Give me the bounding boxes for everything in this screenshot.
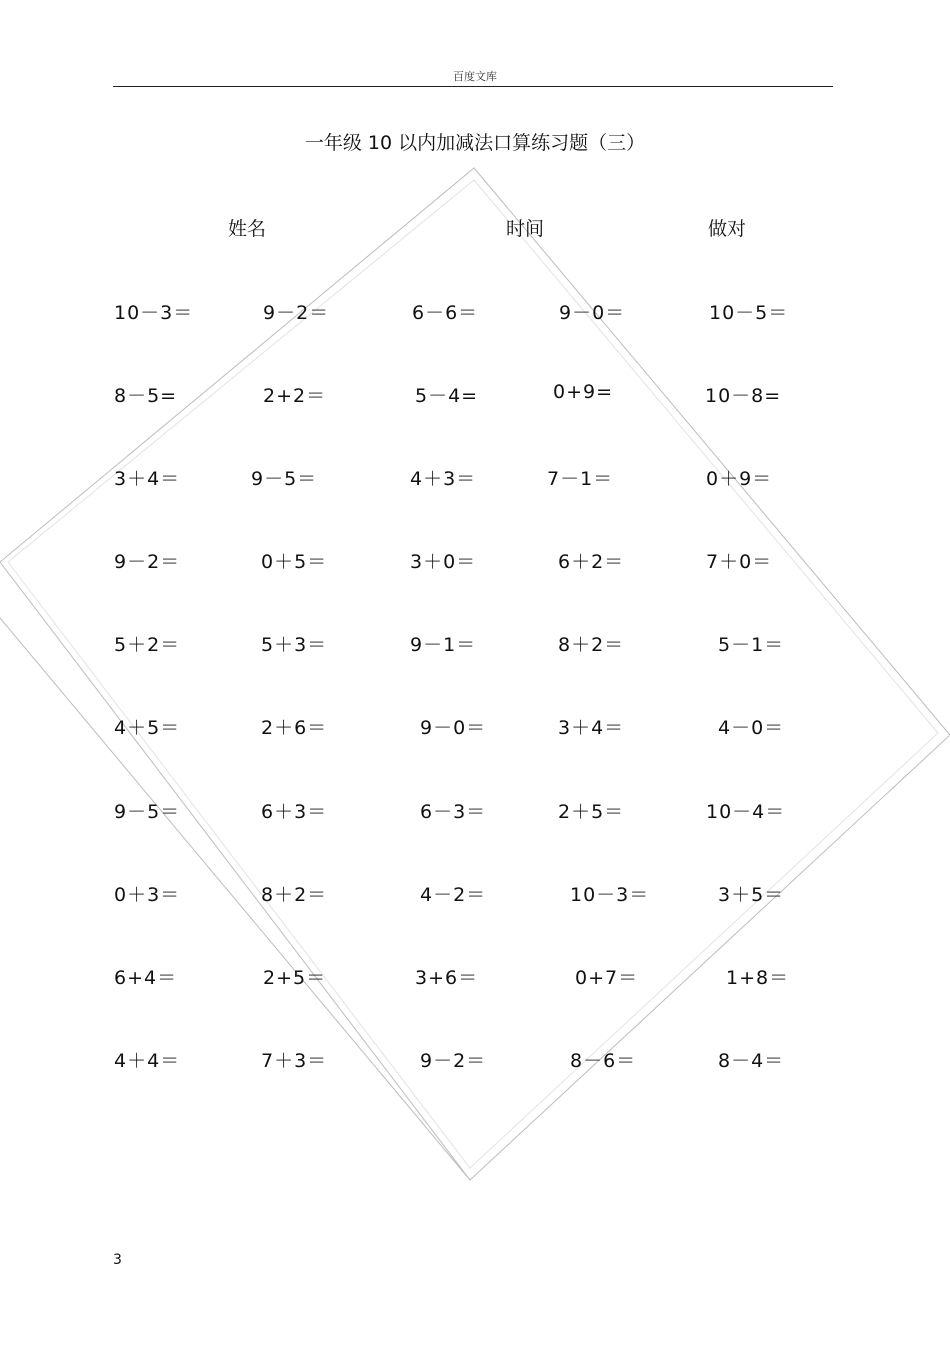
problem-r10-c3: 9－2＝ — [420, 1050, 487, 1072]
problem-r5-c2: 5＋3＝ — [261, 634, 328, 656]
watermark-left-edge — [0, 618, 470, 1180]
problem-r7-c2: 6＋3＝ — [261, 801, 328, 823]
problem-r2-c5: 10－8= — [705, 385, 782, 407]
problem-r8-c1: 0＋3＝ — [114, 884, 181, 906]
problem-r7-c4: 2＋5＝ — [558, 801, 625, 823]
time-label: 时间 — [506, 218, 545, 240]
problem-r9-c3: 3+6＝ — [415, 967, 479, 989]
problem-r9-c4: 0+7＝ — [575, 967, 639, 989]
problem-r8-c3: 4－2＝ — [420, 884, 487, 906]
problem-r9-c5: 1+8＝ — [726, 967, 790, 989]
problem-r3-c3: 4＋3＝ — [410, 468, 477, 490]
problem-r4-c2: 0＋5＝ — [261, 551, 328, 573]
header-source: 百度文库 — [453, 70, 497, 83]
problem-r1-c3: 6－6＝ — [412, 302, 479, 324]
problem-r4-c1: 9－2＝ — [114, 551, 181, 573]
problem-r6-c1: 4＋5＝ — [114, 717, 181, 739]
problem-r10-c2: 7＋3＝ — [261, 1050, 328, 1072]
problem-r2-c3: 5－4= — [415, 385, 479, 407]
problem-r9-c2: 2+5＝ — [263, 967, 327, 989]
page-number: 3 — [113, 1252, 122, 1268]
problem-r2-c2: 2+2＝ — [263, 385, 327, 407]
problem-r8-c2: 8＋2＝ — [261, 884, 328, 906]
worksheet-title: 一年级 10 以内加减法口算练习题（三） — [304, 132, 646, 154]
problem-r6-c2: 2＋6＝ — [261, 717, 328, 739]
problem-r9-c1: 6+4＝ — [114, 967, 178, 989]
problem-r10-c4: 8－6＝ — [570, 1050, 637, 1072]
problem-r6-c4: 3＋4＝ — [558, 717, 625, 739]
problem-r7-c3: 6－3＝ — [420, 801, 487, 823]
problem-r7-c5: 10－4＝ — [706, 801, 786, 823]
problem-r7-c1: 9－5＝ — [114, 801, 181, 823]
problem-r6-c5: 4－0＝ — [718, 717, 785, 739]
problem-r2-c4: 0+9= — [553, 381, 614, 403]
problem-r8-c4: 10－3＝ — [570, 884, 650, 906]
problem-r8-c5: 3＋5＝ — [718, 884, 785, 906]
problem-r4-c4: 6＋2＝ — [558, 551, 625, 573]
problem-r3-c2: 9－5＝ — [251, 468, 318, 490]
problem-r1-c2: 9－2＝ — [263, 302, 330, 324]
problem-r3-c1: 3＋4＝ — [114, 468, 181, 490]
problem-r4-c5: 7＋0＝ — [706, 551, 773, 573]
problem-r5-c1: 5＋2＝ — [114, 634, 181, 656]
problem-r10-c1: 4＋4＝ — [114, 1050, 181, 1072]
problem-r3-c4: 7－1＝ — [547, 468, 614, 490]
problem-r2-c1: 8－5= — [114, 385, 178, 407]
problem-r5-c5: 5－1＝ — [718, 634, 785, 656]
problem-r5-c4: 8＋2＝ — [558, 634, 625, 656]
problem-r5-c3: 9－1＝ — [410, 634, 477, 656]
watermark-inner-diamond — [8, 180, 938, 1168]
correct-label: 做对 — [708, 218, 747, 240]
name-label: 姓名 — [228, 218, 267, 240]
problem-r1-c1: 10－3＝ — [114, 302, 194, 324]
problem-r1-c5: 10－5＝ — [709, 302, 789, 324]
problem-r3-c5: 0＋9＝ — [706, 468, 773, 490]
problem-r1-c4: 9－0＝ — [559, 302, 626, 324]
problem-r4-c3: 3＋0＝ — [410, 551, 477, 573]
problem-r6-c3: 9－0＝ — [420, 717, 487, 739]
problem-r10-c5: 8－4＝ — [718, 1050, 785, 1072]
